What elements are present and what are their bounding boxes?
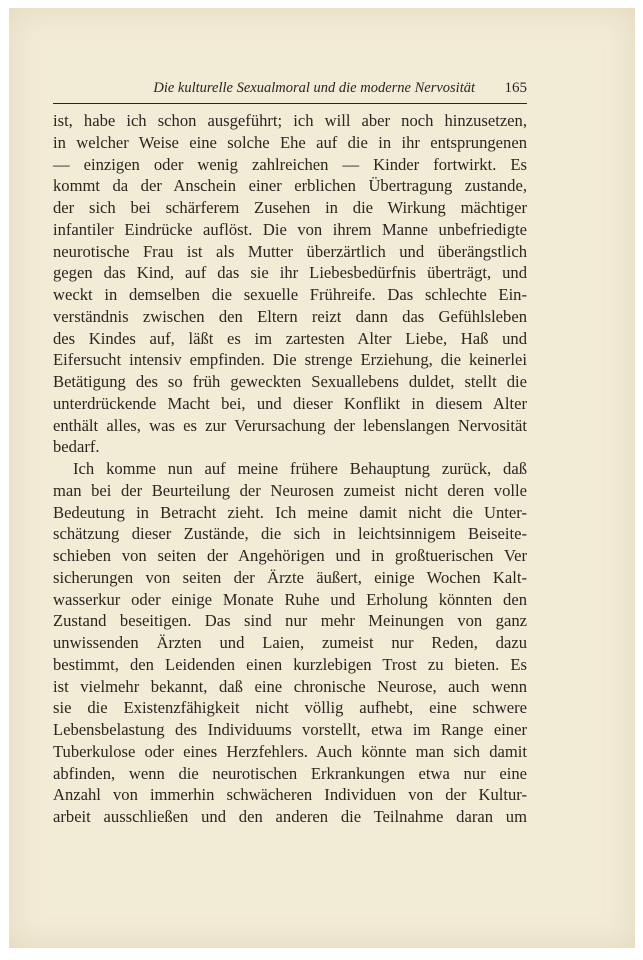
text-line: schieben von seiten der Angehörigen und in großtuerischen Ver xyxy=(53,546,527,565)
page-number: 165 xyxy=(504,80,527,96)
text-line: arbeit ausschließen und den anderen die Teilnahme daran um xyxy=(53,807,527,826)
text-line: Anzahl von immerhin schwächeren Individuen von der Kultur- xyxy=(53,785,527,805)
text-line: bedarf. xyxy=(53,437,100,457)
text-line: verständnis zwischen den Eltern reizt dann das Gefühlsleben xyxy=(53,306,527,326)
text-line: infantiler Eindrücke auflöst. Die von ihrem Manne unbefriedigte xyxy=(53,219,527,239)
text-line: unwissenden Ärzten und Laien, zumeist nur Reden, dazu xyxy=(53,633,527,652)
text-line: unterdrückende Macht bei, und dieser Konflikt in diesem Alter xyxy=(53,393,527,413)
text-line: man bei der Beurteilung der Neurosen zumeist nicht deren volle xyxy=(53,480,527,500)
text-line: sicherungen von seiten der Ärzte äußert, einige Wochen Kalt- xyxy=(53,567,527,587)
text-line: gegen das Kind, auf das sie ihr Liebesbedürfnis überträgt, und xyxy=(53,263,527,283)
running-title: Die kulturelle Sexualmoral und die moderne Nervosität xyxy=(153,80,475,96)
text-line: Zustand beseitigen. Das sind nur mehr Meinungen von ganz xyxy=(53,611,527,631)
running-header xyxy=(53,80,527,102)
text-line: weckt in demselben die sexuelle Frühreife. Das schlechte Ein- xyxy=(53,285,527,304)
body-text xyxy=(53,110,527,828)
text-line: in welcher Weise eine solche Ehe auf die in ihr entsprungenen xyxy=(53,132,527,152)
text-line: ist, habe ich schon ausgeführt; ich will aber noch hinzusetzen, xyxy=(53,111,527,130)
text-line: Betätigung des so früh geweckten Sexuallebens duldet, stellt die xyxy=(53,372,527,391)
text-line: schätzung dieser Zustände, die sich in leichtsinnigem Beiseite- xyxy=(53,524,527,544)
text-line: des Kindes auf, läßt es im zartesten Alter Liebe, Haß und xyxy=(53,328,527,348)
text-line: Tuberkulose oder eines Herzfehlers. Auch könnte man sich damit xyxy=(53,741,527,761)
text-line: bestimmt, den Leidenden einen kurzlebigen Trost zu bieten. Es xyxy=(53,654,527,674)
text-line: Lebensbelastung des Individuums vorstellt, etwa im Range einer xyxy=(53,720,527,739)
text-line: sie die Existenzfähigkeit nicht völlig aufhebt, eine schwere xyxy=(53,698,527,718)
text-line: ist vielmehr bekannt, daß eine chronische Neurose, auch wenn xyxy=(53,676,527,696)
text-line: neurotische Frau ist als Mutter überzärtlich und überängstlich xyxy=(53,241,527,261)
text-line: Eifersucht intensiv empfinden. Die strenge Erziehung, die keinerlei xyxy=(53,350,527,370)
text-line: — einzigen oder wenig zahlreichen — Kinder fortwirkt. Es xyxy=(53,154,527,174)
text-line: kommt da der Anschein einer erblichen Übertragung zustande, xyxy=(53,176,527,196)
text-line: abfinden, wenn die neurotischen Erkrankungen etwa nur eine xyxy=(53,763,527,783)
text-line: Bedeutung in Betracht zieht. Ich meine damit nicht die Unter- xyxy=(53,502,527,522)
text-line: wasserkur oder einige Monate Ruhe und Erholung könnten den xyxy=(53,589,527,609)
text-line: der sich bei schärferem Zusehen in die Wirkung mächtiger xyxy=(53,198,527,217)
text-line: Ich komme nun auf meine frühere Behauptung zurück, daß xyxy=(73,459,527,478)
text-line: enthält alles, was es zur Verursachung der lebenslangen Nervosität xyxy=(53,415,527,435)
header-rule xyxy=(53,103,527,104)
